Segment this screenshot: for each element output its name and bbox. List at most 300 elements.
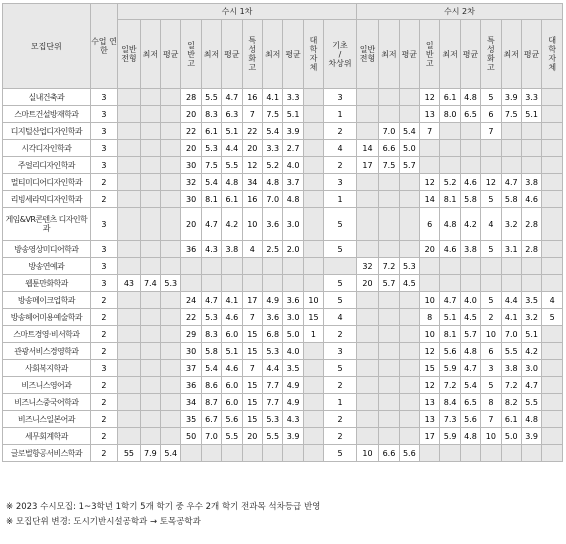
s1-col-5: 평균 [222,20,242,89]
s1-cell: 8.6 [201,377,221,394]
s1-cell: 8.1 [201,191,221,208]
s2-cell: 5.1 [440,309,460,326]
s2-cell: 5.6 [460,411,480,428]
s1-cell: 6.0 [222,326,242,343]
s1-cell: 3.9 [283,428,303,445]
s1-cell: 2 [324,157,357,174]
s1-cell: 7.7 [262,394,282,411]
s2-cell: 8.2 [501,394,521,411]
s2-cell [379,411,399,428]
study-years: 3 [90,258,118,275]
s1-cell [222,275,242,292]
s2-cell [542,208,563,241]
s1-cell: 4.2 [222,208,242,241]
s2-cell: 4 [542,292,563,309]
s1-cell [161,343,181,360]
s2-cell: 4.6 [440,241,460,258]
s1-cell: 55 [118,445,140,462]
s1-cell: 7.5 [201,157,221,174]
s1-cell: 10 [303,292,323,309]
s2-cell [379,428,399,445]
s1-cell: 5.5 [201,89,221,106]
s2-cell: 7.0 [501,326,521,343]
study-years: 3 [90,140,118,157]
study-years: 2 [90,343,118,360]
s2-cell: 13 [420,411,440,428]
s1-cell [222,258,242,275]
s1-cell [303,360,323,377]
s2-cell: 4.7 [460,360,480,377]
s1-cell: 2.7 [283,140,303,157]
s1-cell: 2.5 [262,241,282,258]
s1-cell [118,309,140,326]
s2-cell [542,445,563,462]
header-susi-1: 수시 1차 [118,4,357,20]
s2-cell: 10 [481,428,501,445]
s1-cell [262,258,282,275]
s1-cell [118,258,140,275]
s1-cell: 1 [324,106,357,123]
table-row [3,309,563,326]
s1-cell [303,445,323,462]
s1-cell [303,343,323,360]
s2-cell [399,428,419,445]
s2-cell [399,191,419,208]
study-years: 2 [90,377,118,394]
s2-cell [356,89,378,106]
s1-cell: 5.1 [222,343,242,360]
s1-cell: 4.4 [262,360,282,377]
s1-cell: 29 [181,326,201,343]
s2-cell: 3.2 [521,309,541,326]
s1-cell: 7 [242,360,262,377]
s1-cell [118,411,140,428]
s2-cell: 7 [481,123,501,140]
s2-cell: 5.5 [521,394,541,411]
s2-cell: 7.3 [440,411,460,428]
s2-cell [356,123,378,140]
s2-cell: 12 [420,377,440,394]
s1-cell [303,191,323,208]
s1-cell: 1 [324,191,357,208]
dept-name: 비즈니스중국어학과 [3,394,91,411]
s2-col-4: 최저 [440,20,460,89]
s1-cell: 8.3 [201,106,221,123]
s1-cell: 17 [242,292,262,309]
s1-cell: 4 [242,241,262,258]
s2-cell: 5.6 [399,445,419,462]
s2-cell: 5.9 [440,428,460,445]
s2-cell: 5.6 [440,343,460,360]
s2-cell: 3.8 [521,174,541,191]
s1-cell: 28 [181,89,201,106]
s1-cell: 22 [181,309,201,326]
s1-col-2: 평균 [161,20,181,89]
s2-cell: 32 [356,258,378,275]
s2-cell: 5.3 [399,258,419,275]
s1-cell [161,360,181,377]
s1-cell: 4.8 [262,174,282,191]
s2-cell: 4.6 [460,174,480,191]
s2-cell: 3.5 [521,292,541,309]
s2-cell [356,191,378,208]
s2-cell: 2.8 [521,241,541,258]
s2-col-9: 대 학 자 체 [542,20,563,89]
s2-cell [501,275,521,292]
s1-cell: 34 [181,394,201,411]
s2-cell: 7 [420,123,440,140]
s2-cell [440,258,460,275]
s2-cell: 5.4 [460,377,480,394]
s2-cell: 3.9 [521,428,541,445]
s1-cell [140,106,160,123]
s2-cell: 7.5 [379,157,399,174]
s2-cell [379,326,399,343]
s1-cell: 15 [242,394,262,411]
admission-results-table [2,3,563,462]
s2-cell: 4.5 [399,275,419,292]
s2-cell [379,343,399,360]
s1-cell [161,241,181,258]
s1-cell: 3.6 [262,309,282,326]
s1-cell: 7 [242,106,262,123]
s1-cell: 34 [242,174,262,191]
s1-cell: 5.1 [222,123,242,140]
s2-cell [542,174,563,191]
s1-cell [283,445,303,462]
s2-cell: 6 [481,343,501,360]
s2-cell: 6.6 [379,445,399,462]
s1-cell [161,309,181,326]
s2-cell: 4.4 [501,292,521,309]
dept-name: 방송헤어미용예술학과 [3,309,91,326]
s2-cell: 5.7 [379,275,399,292]
s1-cell: 30 [181,157,201,174]
s1-cell [161,428,181,445]
s1-cell: 5.4 [201,174,221,191]
s1-cell: 22 [242,123,262,140]
table-row [3,157,563,174]
s2-cell [481,258,501,275]
dept-name: 시각디자인학과 [3,140,91,157]
s1-cell [303,157,323,174]
s1-cell: 50 [181,428,201,445]
s1-cell: 7.5 [262,106,282,123]
s1-cell: 3.3 [262,140,282,157]
s2-cell: 6.5 [460,394,480,411]
s2-cell [440,140,460,157]
s2-cell: 7.2 [440,377,460,394]
table-row [3,360,563,377]
s1-cell [201,258,221,275]
s1-cell: 12 [242,157,262,174]
s2-cell [420,445,440,462]
s1-cell: 4.0 [283,157,303,174]
s2-cell: 14 [356,140,378,157]
s2-cell [481,140,501,157]
s1-cell [118,123,140,140]
table-row [3,292,563,309]
s2-cell [356,394,378,411]
s2-cell [542,343,563,360]
dept-name: 글로벌항공서비스학과 [3,445,91,462]
s2-cell [379,394,399,411]
s2-cell [379,241,399,258]
s1-cell [262,445,282,462]
s2-cell [356,174,378,191]
s1-cell [140,326,160,343]
table-row [3,394,563,411]
dept-name: 비즈니스일본어과 [3,411,91,428]
s2-cell: 13 [420,106,440,123]
s1-cell: 4.3 [283,411,303,428]
s2-cell: 6.6 [379,140,399,157]
s1-cell: 4.6 [222,360,242,377]
s2-cell: 3 [481,360,501,377]
table-row [3,275,563,292]
dept-name: 웹툰만화학과 [3,275,91,292]
study-years: 3 [90,89,118,106]
s1-cell [140,428,160,445]
s1-cell [283,275,303,292]
s1-cell: 16 [242,191,262,208]
table-row [3,191,563,208]
s2-cell [399,174,419,191]
s1-cell: 15 [242,343,262,360]
s2-cell: 4.7 [521,377,541,394]
s2-col-2: 평균 [399,20,419,89]
s1-cell: 7.9 [140,445,160,462]
s1-cell: 6.7 [201,411,221,428]
s1-cell [140,309,160,326]
dept-name: 스마트경영·비서학과 [3,326,91,343]
s2-cell: 5.1 [521,106,541,123]
table-row [3,258,563,275]
s2-cell [379,208,399,241]
header-years: 수업 연한 [90,4,118,89]
s1-cell: 5.4 [161,445,181,462]
dept-name: 게임&VR콘텐츠 디자인학과 [3,208,91,241]
footnote-2: ※ 모집단위 변경: 도시기반시설공학과 → 토목공학과 [6,517,201,527]
s1-cell [118,394,140,411]
study-years: 3 [90,157,118,174]
s1-cell [303,140,323,157]
s2-cell [521,123,541,140]
s1-col-10: 기초 / 차상위 [324,20,357,89]
s1-cell: 5.3 [201,140,221,157]
s2-cell: 5.0 [501,428,521,445]
s2-cell: 4.8 [460,89,480,106]
s1-cell: 4.8 [222,174,242,191]
s2-cell [356,208,378,241]
s1-cell [242,275,262,292]
table-row [3,428,563,445]
s1-cell: 5 [324,208,357,241]
s1-cell: 7.4 [140,275,160,292]
table-row [3,445,563,462]
s1-cell [201,275,221,292]
s1-cell [118,89,140,106]
s2-cell [542,360,563,377]
s2-cell: 5.2 [440,174,460,191]
s2-cell [399,241,419,258]
s2-cell [399,208,419,241]
s1-cell [118,360,140,377]
s2-cell: 17 [356,157,378,174]
table-row [3,411,563,428]
s2-cell [440,157,460,174]
s1-cell: 7.7 [262,377,282,394]
s1-cell [118,191,140,208]
s2-cell [521,275,541,292]
s2-cell [399,411,419,428]
s1-cell [118,343,140,360]
s2-cell [379,106,399,123]
s1-cell [303,411,323,428]
s1-cell [161,140,181,157]
s1-cell: 5.5 [222,428,242,445]
s1-cell: 5.5 [262,428,282,445]
s2-cell [542,89,563,106]
s2-cell: 3.2 [501,208,521,241]
s1-cell: 24 [181,292,201,309]
s2-cell [399,377,419,394]
s1-cell [161,258,181,275]
s1-cell: 20 [242,428,262,445]
s2-cell [542,258,563,275]
s2-cell: 10 [356,445,378,462]
s1-cell: 3.6 [262,208,282,241]
s2-cell: 10 [420,292,440,309]
study-years: 2 [90,428,118,445]
s2-cell [356,411,378,428]
s2-cell [481,275,501,292]
dept-name: 주얼리디자인학과 [3,157,91,174]
s2-cell: 8 [420,309,440,326]
table-row [3,123,563,140]
s1-cell: 16 [242,89,262,106]
s1-cell [303,123,323,140]
s2-cell: 8.1 [440,326,460,343]
s2-cell: 4.8 [440,208,460,241]
s1-cell: 5 [324,241,357,258]
s2-cell: 3.0 [521,360,541,377]
s2-cell: 6 [481,106,501,123]
s1-cell: 7.0 [262,191,282,208]
s2-cell: 10 [481,326,501,343]
s1-cell [181,445,201,462]
s1-cell: 32 [181,174,201,191]
s1-cell [118,208,140,241]
s1-cell [161,292,181,309]
s2-cell [460,445,480,462]
s1-col-4: 최저 [201,20,221,89]
s1-cell: 3.8 [222,241,242,258]
table-row [3,326,563,343]
s1-cell: 15 [242,377,262,394]
s1-cell: 2 [324,326,357,343]
s2-cell [379,309,399,326]
s2-cell: 5.5 [501,343,521,360]
s1-cell: 3 [324,174,357,191]
s1-cell: 2.0 [283,241,303,258]
s2-cell [501,157,521,174]
s1-cell: 6.1 [222,191,242,208]
s1-cell [303,394,323,411]
s1-cell: 5 [324,292,357,309]
s2-cell [521,258,541,275]
s2-cell [399,292,419,309]
study-years: 2 [90,411,118,428]
s1-cell: 2 [324,411,357,428]
s2-cell [356,428,378,445]
study-years: 3 [90,275,118,292]
s1-cell: 20 [181,140,201,157]
s1-cell [222,445,242,462]
s2-cell [399,326,419,343]
s1-cell [118,241,140,258]
table-row [3,174,563,191]
s1-cell [140,191,160,208]
s1-cell [118,157,140,174]
s1-cell [161,377,181,394]
s1-cell: 4.9 [262,292,282,309]
s1-col-1: 최저 [140,20,160,89]
s2-cell: 17 [420,428,440,445]
s2-cell: 4.8 [460,428,480,445]
s2-cell [399,394,419,411]
s1-cell: 6.1 [201,123,221,140]
s2-cell [542,191,563,208]
s2-cell: 2.8 [521,208,541,241]
s1-cell: 4.4 [222,140,242,157]
s1-cell: 43 [118,275,140,292]
dept-name: 멀티미디어디자인학과 [3,174,91,191]
s2-cell [420,157,440,174]
table-row [3,241,563,258]
s1-cell: 5 [324,445,357,462]
s1-cell: 5.0 [283,326,303,343]
s1-cell [161,394,181,411]
s1-cell [303,106,323,123]
s2-cell [356,106,378,123]
study-years: 2 [90,445,118,462]
s1-cell [140,208,160,241]
s1-cell: 3 [324,89,357,106]
s2-cell [356,326,378,343]
s2-cell [379,191,399,208]
s1-cell: 4.6 [222,309,242,326]
s1-cell [140,377,160,394]
s2-cell [542,326,563,343]
s2-cell [501,258,521,275]
s1-cell: 20 [181,208,201,241]
s2-cell [460,157,480,174]
s1-cell: 4.7 [201,208,221,241]
s2-cell: 10 [420,326,440,343]
s1-cell [181,275,201,292]
s1-cell [161,326,181,343]
s2-cell: 7.5 [501,106,521,123]
s2-cell [460,258,480,275]
s1-cell: 4 [324,140,357,157]
s1-cell: 3.5 [283,360,303,377]
s1-cell: 7.0 [201,428,221,445]
s1-cell [118,140,140,157]
s1-cell [161,89,181,106]
s2-cell [356,309,378,326]
s2-cell: 5 [481,292,501,309]
